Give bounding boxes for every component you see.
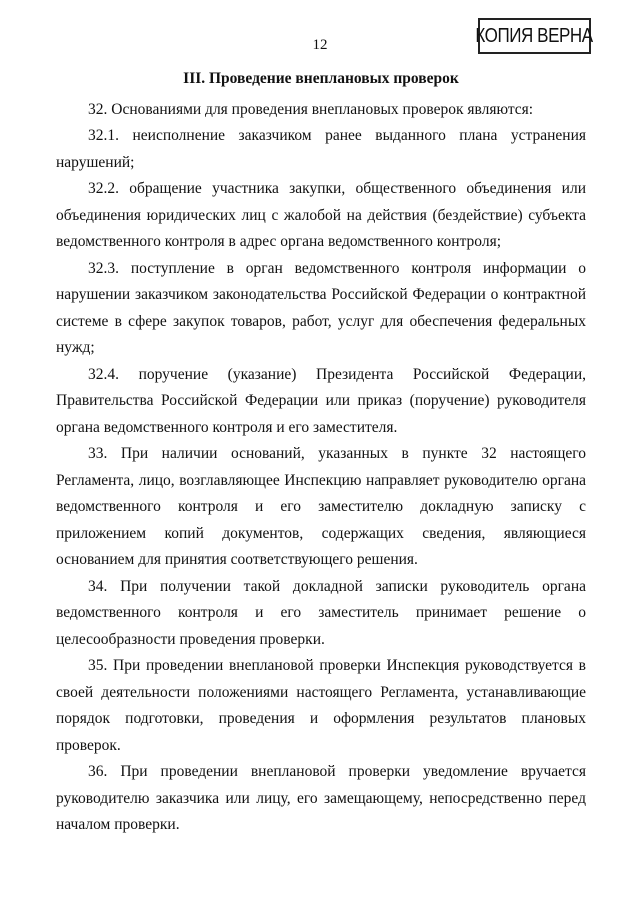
section-heading: III. Проведение внеплановых проверок xyxy=(183,70,459,87)
paragraph-32-2: 32.2. обращение участника закупки, общественного объединения или объединения юридических лиц с жалобой на действия (бездействие) субъекта ведомственного контроля в адрес органа ведомственного контроля; xyxy=(56,180,586,250)
paragraph-36: 36. При проведении внеплановой проверки уведомление вручается руководителю заказчика или лицу, его замещающему, непосредственно перед началом проверки. xyxy=(56,763,586,833)
paragraph-32-4: 32.4. поручение (указание) Президента Российской Федерации, Правительства Российской Федерации или приказ (поручение) руководителя органа ведомственного контроля и его заместителя. xyxy=(56,365,586,436)
paragraph-35: 35. При проведении внеплановой проверки Инспекция руководствуется в своей деятельности положениями настоящего Регламента, устанавливающие порядок подготовки, проведения и оформления результатов плановых проверок. xyxy=(56,657,586,754)
paragraph-32-3: 32.3. поступление в орган ведомственного контроля информации о нарушении заказчиком законодательства Российской Федерации о контрактной системе в сфере закупок товаров, работ, услуг для обеспечения федеральных нужд; xyxy=(56,259,586,356)
paragraph-32-1: 32.1. неисполнение заказчиком ранее выданного плана устранения нарушений; xyxy=(56,127,586,171)
paragraph-32: 32. Основаниями для проведения внеплановых проверок являются: xyxy=(88,100,534,118)
paragraph-34: 34. При получении такой докладной записки руководитель органа ведомственного контроля и его заместитель принимает решение о целесообразности проведения проверки. xyxy=(56,577,586,648)
stamp-text: КОПИЯ ВЕРНА xyxy=(475,24,594,47)
copy-certified-stamp xyxy=(475,18,594,54)
document-body xyxy=(56,66,586,839)
page-number: 12 xyxy=(312,37,328,53)
paragraph-33: 33. При наличии оснований, указанных в пункте 32 настоящего Регламента, лицо, возглавляющее Инспекцию направляет руководителю органа ведомственного контроля и его заместителю докладную записку с приложением копий документов, содержащих сведения, являющиеся основанием для принятия соответствующего решения. xyxy=(56,445,586,568)
